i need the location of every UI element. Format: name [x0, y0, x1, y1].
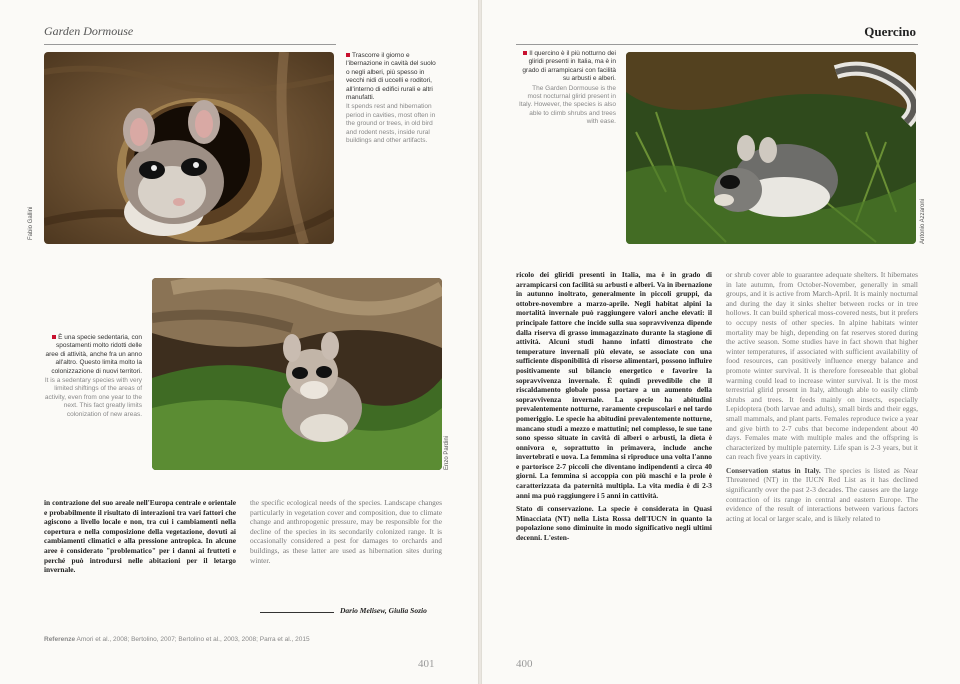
conservation-title-english: Conservation status in Italy. — [726, 465, 821, 475]
left-running-title: Garden Dormouse — [44, 24, 134, 38]
caption-photo2 — [44, 334, 142, 419]
caption-right-italian: Il quercino è il più notturno dei gliridi presenti in Italia, ma è in grado di arrampicarsi con facilità su arbusti e alberi. — [522, 50, 616, 83]
caption-photo1 — [346, 52, 438, 145]
caption2-italian: È una specie sedentaria, con spostamenti molto ridotti delle aree di attività, anche fra un anno all'altro. Questo limita molto la colonizzazione di nuovi territori. — [45, 334, 142, 375]
photo-dormouse-forest-floor — [626, 52, 916, 244]
left-body-english: the specific ecological needs of the species. Landscape changes particularly in vegetation cover and composition, due to climate change and anthropogenic pressure, may be responsible for the decline of the species in its secondarily colonized range. It is occasionally considered a pest for damages to orchards and buildings, as these latter are used as hibernation sites during winter. — [250, 498, 442, 565]
right-photo-credit: Antonio Azzaroni — [920, 198, 926, 244]
references-label: Referenze — [44, 636, 76, 643]
conservation-text-italian: La specie è considerata in Quasi Minacciata (NT) nella Lista Rossa dell'IUCN in quanto la popolazione sono diminuite in modo significativo negli ultimi decenni. L'esten- — [516, 504, 712, 543]
left-page-number: 401 — [418, 658, 435, 670]
article-authors: Dario Melisew, Giulia Sozio — [340, 606, 427, 615]
left-body-italian: in contrazione del suo areale nell'Europa centrale e orientale e probabilmente il risultato di interazioni tra vari fattori che agiscono a livello locale e non, tra cui i cambiamenti nella copertura e nella composizione della vegetazione, dovuti ai cambiamenti climatici e alla pressione antropica. In alcune aree è considerato "problematico" per i danni ai frutteti e perché può introdursi nelle abitazioni per il letargo invernale. — [44, 498, 236, 575]
caption-right-english: The Garden Dormouse is the most nocturnal glirid present in Italy. However, the species is also able to climb shrubs and trees with ease. — [518, 84, 616, 126]
caption-right-photo — [518, 50, 616, 127]
tree-hollow-illustration — [44, 52, 334, 244]
right-body-english-text: or shrub cover able to guarantee adequate shelters. It hibernates in late autumn, from October-November, generally in small groups, and it is active from March-April. It is mainly nocturnal and during the day it sinks shelter between rocks or in tree hollows. It can build spherical moss-covered nests, but it prefers to occupy nests of other species. In alpine habitats winter mortality may be high, depending on fat reserves stored during the active season. Some studies have in fact shown that higher winter temperatures, if associated with sufficient availability of food resources, can positively influence energy balance and promote winter survival. It is therefore foreseeable that global warming could lead to increase winter survival. It is the most terrestrial glirid present in Italy, although able to easily climb shrubs and trees. It feeds mainly on insects, especially Lepidoptera (both larvae and adults), small birds and their eggs, small mammals, and plant parts. Females reproduce twice a year and give birth to 2-7 cubs that become independent about 40 days. Females mate with multiple males and the offspring is characterized by multiple paternity. Life span is 2-3 years, but it can reach five years in captivity. — [726, 270, 918, 462]
right-page — [482, 0, 960, 684]
caption2-english: It is a sedentary species with very limited shiftings of the areas of activity, even from one year to the next. This fact greatly limits colonization of new areas. — [44, 377, 142, 418]
moss-scene-illustration — [152, 278, 442, 470]
conservation-italian — [516, 504, 712, 542]
right-running-title: Quercino — [864, 24, 916, 39]
photo-dormouse-in-tree-hollow — [44, 52, 334, 244]
author-rule — [260, 612, 334, 613]
caption1-italian: Trascorre il giorno e l'ibernazione in cavità del suolo o negli alberi, più spesso in vecchi nidi di uccelli e roditori, all'interno di edifici rurali e altri manufatti. — [346, 52, 436, 102]
right-body-english — [726, 270, 918, 527]
right-body-italian-text: ricolo dei gliridi presenti in Italia, ma è in grado di arrampicarsi con facilità su arbusti e alberi. Va in ibernazione in autunno inoltrato, generalmente in piccoli gruppi, da ottobre-novembre a marzo-aprile. Negli habitat alpini la mortalità invernale può raggiungere valori anche elevati: il principale fattore che incide sulla sua sopravvivenza dipende dalla riserva di grasso immagazzinato durante la stagione di attività. Alcuni studi hanno infatti dimostrato che temperature invernali più elevate, se associate con una sufficiente disponibilità di risorse alimentari, possono influire positivamente sul bilancio energetico e favorire la sopravvivenza invernale. È quindi prevedibile che il riscaldamento globale possa portare a un aumento della sopravvivenza invernale. La specie ha abitudini prevalentemente notturne, raramente crepuscolari e nel tardo pomeriggio. Le specie ha abitudini prevalentemente notturne, mancano studi a mezzo e mattutini; nel complesso, le sue tane sono spesso situate in cavità di alberi o arbusti, la dieta è onnivora e, soprattutto in primavera, include anche invertebrati e uova. La femmina si riproduce una volta l'anno e partorisce 2-7 piccoli che diventano indipendenti a circa 40 giorni. La femmina si accoppia con più maschi e la prole è caratterizzata da paternità multipla. La vita media è di 2-3 anni ma può raggiungere i 5 anni in cattività. — [516, 270, 712, 500]
photo1-credit: Fabio Gallini — [28, 206, 34, 240]
right-page-number: 400 — [516, 658, 533, 670]
photo2-credit: Enzo Pardini — [444, 435, 450, 470]
left-page — [0, 0, 478, 684]
caption-bullet-icon — [52, 335, 56, 339]
conservation-title-italian: Stato di conservazione. — [516, 504, 594, 514]
photo-dormouse-on-moss — [152, 278, 442, 470]
left-header-rule — [44, 44, 336, 45]
references-text: Amori et al., 2008; Bertolino, 2007; Bertolino et al., 2003, 2008; Parra et al., 2015 — [76, 636, 310, 643]
right-header-rule — [516, 44, 918, 45]
caption1-english: It spends rest and hibernation period in cavities, most often in the ground or trees, in old bird and rodent nests, inside rural buildings and other artifacts. — [346, 103, 436, 145]
right-body-italian — [516, 270, 712, 547]
caption-bullet-icon — [346, 53, 350, 57]
caption-bullet-icon — [523, 51, 527, 55]
forest-floor-illustration — [626, 52, 916, 244]
conservation-text-english: The species is listed as Near Threatened (NT) in the IUCN Red List as it has declined significantly over the past 2-3 decades. The causes are the large contraction of its range in central and eastern Europe. The evidence of the result of interactions between various factors acting at local or larger scale, and is likely related to — [726, 465, 919, 523]
references — [44, 636, 424, 643]
conservation-english — [726, 466, 918, 524]
